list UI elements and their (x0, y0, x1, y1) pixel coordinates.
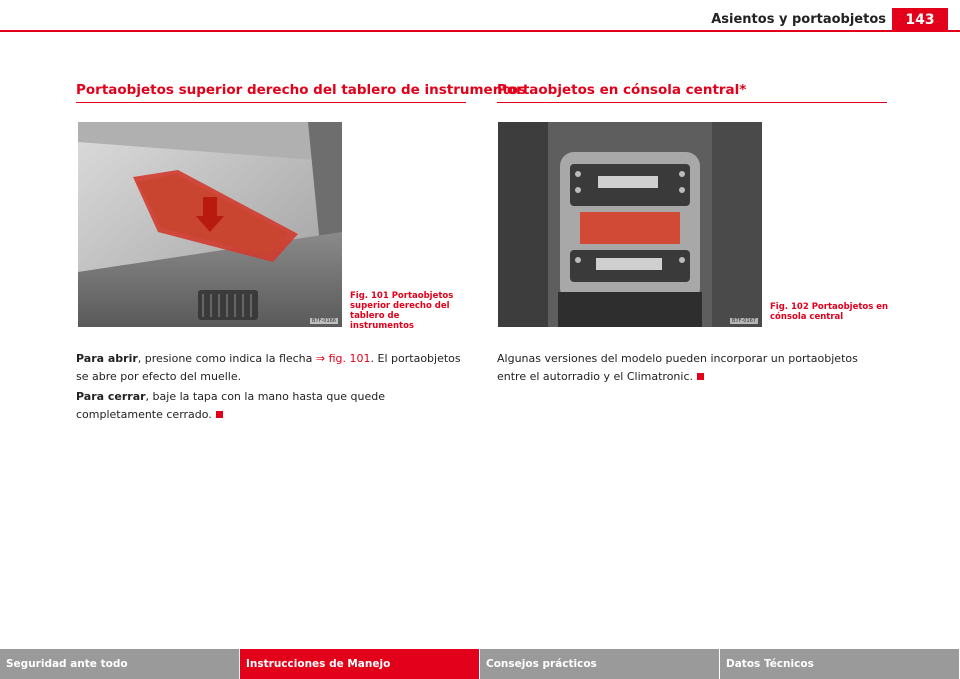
end-of-section-icon (216, 411, 223, 418)
figure-reference-link[interactable]: ⇒ fig. 101 (315, 352, 371, 365)
section-title-console-compartment: Portaobjetos en cónsola central* (497, 82, 887, 103)
footer-tab-datos[interactable]: Datos Técnicos (720, 649, 960, 679)
text-close: , baje la tapa con la mano hasta que quede completamente cerrado. (76, 390, 386, 421)
figure-caption-101: Fig. 101 Portaobjetos superior derecho del tablero de instrumentos (350, 291, 454, 331)
label-open: Para abrir (76, 352, 138, 365)
figure-code: B7F-0166 (311, 318, 336, 324)
dashboard-illustration (78, 122, 342, 327)
text-open-1: , presione como indica la flecha (137, 352, 316, 365)
footer-tab-seguridad[interactable]: Seguridad ante todo (0, 649, 240, 679)
figure-code: B7F-0167 (731, 318, 756, 324)
section-title-dashboard-compartment: Portaobjetos superior derecho del tablero de instrumentos (76, 82, 466, 103)
paragraph-open-instructions (76, 350, 468, 386)
footer-tab-consejos[interactable]: Consejos prácticos (480, 649, 720, 679)
console-illustration (498, 122, 762, 327)
figure-dashboard-compartment (78, 122, 342, 327)
text-open-2: . El portaobjetos se abre por efecto del muelle. (76, 352, 461, 383)
paragraph-close-instructions (76, 388, 468, 424)
header-rule (0, 30, 960, 32)
label-close: Para cerrar (76, 390, 146, 403)
paragraph-console-compartment (497, 350, 889, 386)
end-of-section-icon (697, 373, 704, 380)
footer-nav (0, 649, 960, 679)
figure-center-console (498, 122, 762, 327)
running-header-title: Asientos y portaobjetos (711, 12, 886, 27)
footer-tab-instrucciones[interactable]: Instrucciones de Manejo (240, 649, 480, 679)
figure-caption-102: Fig. 102 Portaobjetos en cónsola central (770, 302, 889, 322)
page-number: 143 (892, 8, 948, 32)
text-console: Algunas versiones del modelo pueden incorporar un portaobjetos entre el autorradio y el Climatronic. (497, 352, 858, 383)
